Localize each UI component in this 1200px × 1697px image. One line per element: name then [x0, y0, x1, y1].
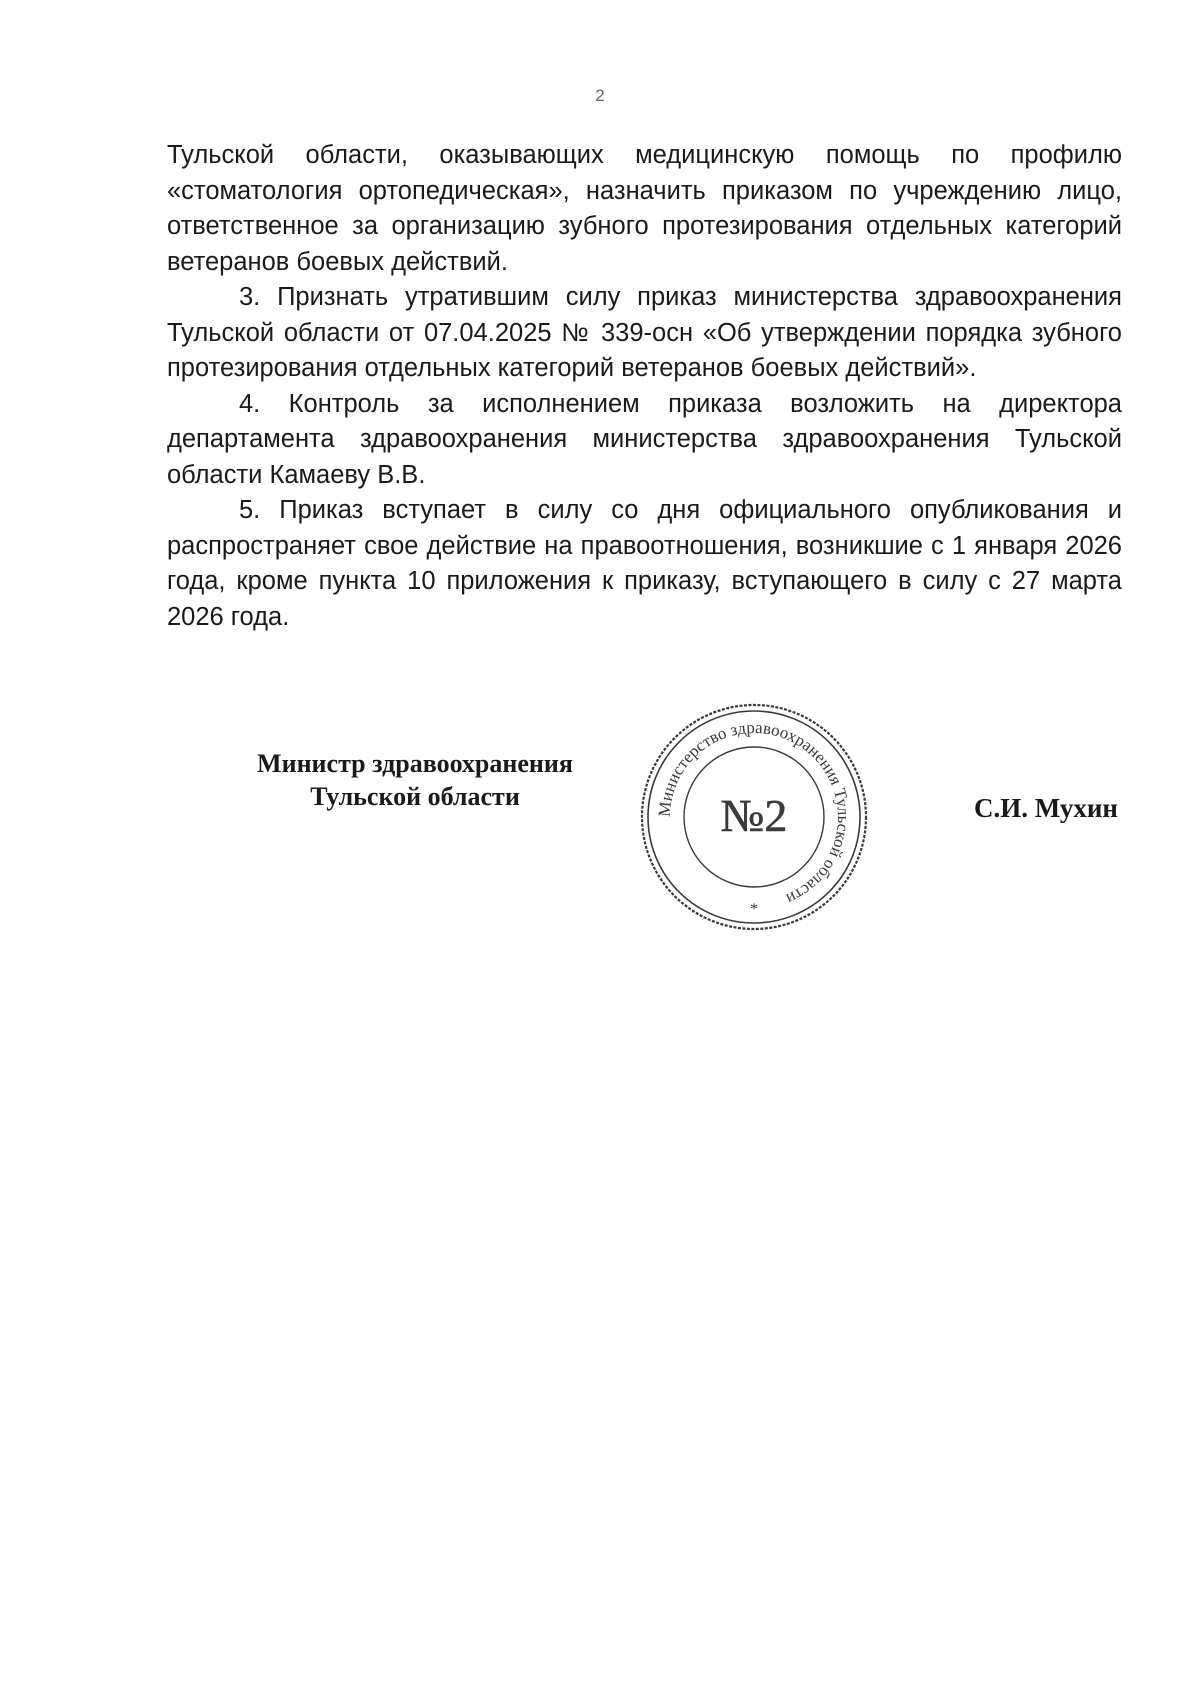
- seal-ring-text: Министерство здравоохранения Тульской области: [654, 717, 854, 909]
- document-body: [167, 138, 1122, 635]
- page-number: 2: [595, 86, 605, 105]
- seal-center-text: №2: [720, 790, 788, 841]
- seal-star: *: [750, 901, 758, 918]
- signatory-position-line-1: Министр здравоохранения: [257, 749, 573, 778]
- paragraph-item-4: 4. Контроль за исполнением приказа возложить на директора департамента здравоохранения министерства здравоохранения Тульской области Камаеву В.В.: [167, 389, 1122, 489]
- official-seal: [637, 700, 871, 934]
- seal-stamp-icon: [637, 700, 871, 934]
- signatory-position-line-2: Тульской области: [310, 782, 520, 811]
- paragraph-item-3: 3. Признать утратившим силу приказ министерства здравоохранения Тульской области от 07.04.2025 № 339-осн «Об утверждении порядка зубного протезирования отдельных категорий ветеранов боевых действий».: [167, 283, 1122, 382]
- paragraph-item-5: 5. Приказ вступает в силу со дня официального опубликования и распространяет свое действие на правоотношения, возникшие с 1 января 2026 года, кроме пункта 10 приложения к приказу, вступающего в силу с 27 марта 2026 года.: [167, 496, 1122, 631]
- signatory-position: [205, 747, 625, 813]
- paragraph-continuation: Тульской области, оказывающих медицинскую помощь по профилю «стоматология ортопедическая», назначить приказом по учреждению лицо, ответственное за организацию зубного протезирования отдельных категорий ветеранов боевых действий.: [167, 141, 1122, 276]
- signatory-name: С.И. Мухин: [974, 793, 1118, 823]
